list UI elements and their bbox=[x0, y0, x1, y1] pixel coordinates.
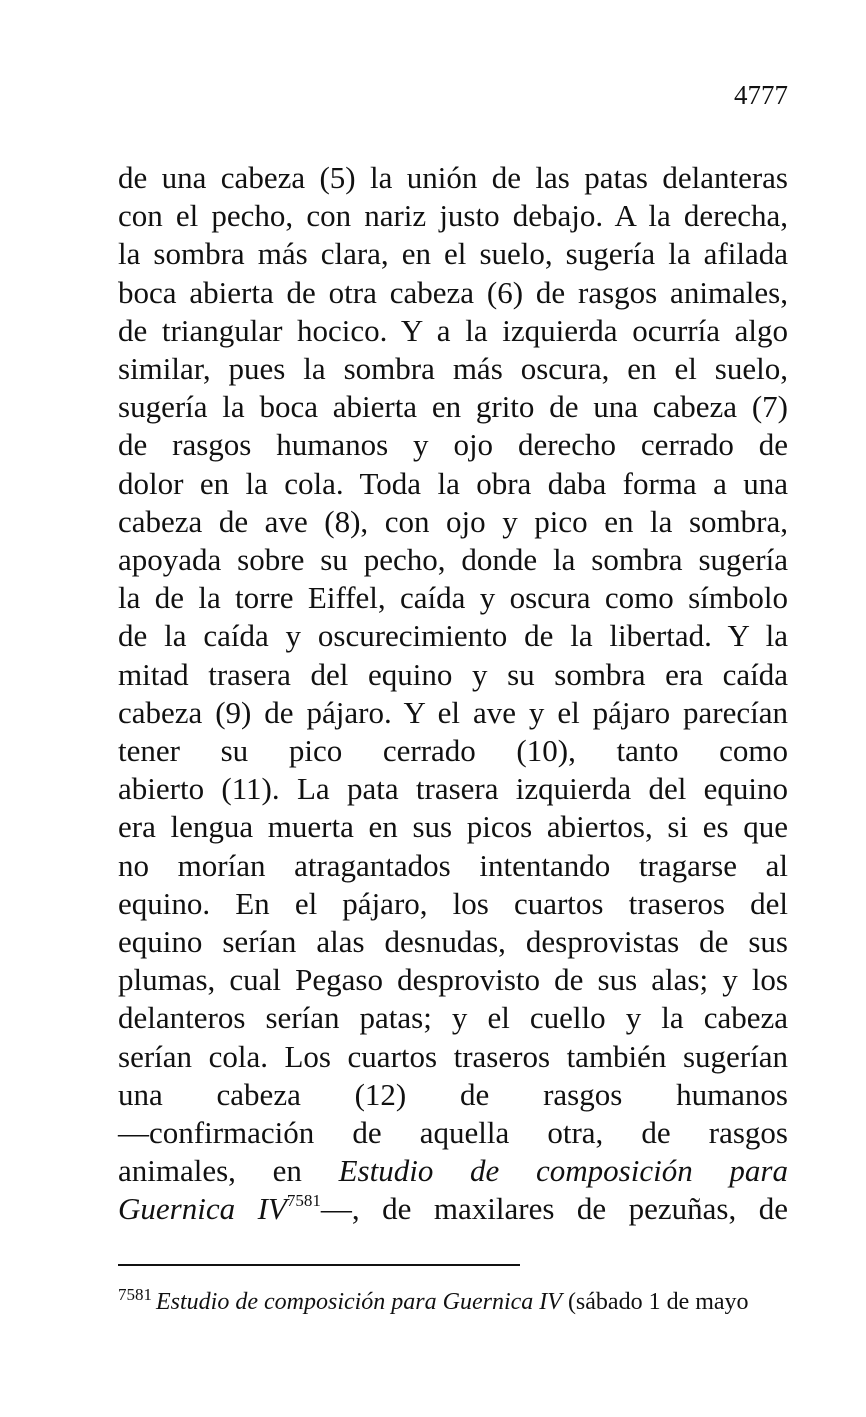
text-line: abierto (11). La pata trasera izquierda del equino bbox=[118, 771, 788, 807]
text-line-with-italic bbox=[118, 1152, 788, 1190]
text-line: boca abierta de otra cabeza (6) de rasgos animales, bbox=[118, 274, 788, 310]
footnote-separator bbox=[118, 1264, 520, 1266]
text-fragment: animales, en bbox=[118, 1153, 339, 1189]
text-fragment: —, de maxilares de pezuñas, de bbox=[320, 1191, 789, 1227]
text-line: tener su pico cerrado (10), tanto como bbox=[118, 733, 788, 769]
text-line: de triangular hocico. Y a la izquierda ocurría algo bbox=[118, 312, 788, 348]
text-line: cabeza de ave (8), con ojo y pico en la sombra, bbox=[118, 503, 788, 539]
footnote-title: Estudio de composición para Guernica IV bbox=[156, 1289, 562, 1315]
text-line: dolor en la cola. Toda la obra daba forma a una bbox=[118, 465, 788, 501]
text-line: de una cabeza (5) la unión de las patas delanteras bbox=[118, 160, 788, 195]
footnote-text: (sábado 1 de mayo bbox=[561, 1289, 749, 1315]
text-line: mitad trasera del equino y su sombra era caída bbox=[118, 656, 788, 692]
text-line: sugería la boca abierta en grito de una cabeza (7) bbox=[118, 389, 788, 425]
text-line: plumas, cual Pegaso desprovisto de sus alas; y los bbox=[118, 962, 788, 998]
text-line: serían cola. Los cuartos traseros también sugerían bbox=[118, 1038, 788, 1074]
text-line: una cabeza (12) de rasgos humanos bbox=[118, 1076, 788, 1112]
text-line: de rasgos humanos y ojo derecho cerrado de bbox=[118, 427, 788, 463]
page-number: 4777 bbox=[734, 80, 788, 110]
footnote-reference[interactable]: 7581 bbox=[286, 1191, 321, 1211]
italic-title-fragment: Guernica IV bbox=[118, 1191, 287, 1227]
text-line: de la caída y oscurecimiento de la libertad. Y la bbox=[118, 618, 788, 654]
text-line: con el pecho, con nariz justo debajo. A la derecha, bbox=[118, 198, 788, 234]
footnote-marker: 7581 bbox=[118, 1285, 152, 1304]
text-line: equino serían alas desnudas, desprovistas de sus bbox=[118, 924, 788, 960]
text-line: la de la torre Eiffel, caída y oscura como símbolo bbox=[118, 580, 788, 616]
footnote bbox=[118, 1280, 790, 1317]
text-line: apoyada sobre su pecho, donde la sombra sugería bbox=[118, 542, 788, 578]
italic-title-fragment: Estudio de composición para bbox=[338, 1153, 788, 1189]
body-text bbox=[118, 159, 788, 1229]
text-line: delanteros serían patas; y el cuello y la cabeza bbox=[118, 1000, 788, 1036]
text-line: equino. En el pájaro, los cuartos traseros del bbox=[118, 885, 788, 921]
text-line: cabeza (9) de pájaro. Y el ave y el pájaro parecían bbox=[118, 694, 788, 730]
text-line: no morían atragantados intentando tragarse al bbox=[118, 847, 788, 883]
text-line: era lengua muerta en sus picos abiertos, si es que bbox=[118, 809, 788, 845]
text-line-with-footnote-ref bbox=[118, 1190, 788, 1228]
text-line: la sombra más clara, en el suelo, sugería la afilada bbox=[118, 236, 788, 272]
text-line: —confirmación de aquella otra, de rasgos bbox=[118, 1115, 788, 1151]
text-line: similar, pues la sombra más oscura, en el suelo, bbox=[118, 351, 788, 387]
